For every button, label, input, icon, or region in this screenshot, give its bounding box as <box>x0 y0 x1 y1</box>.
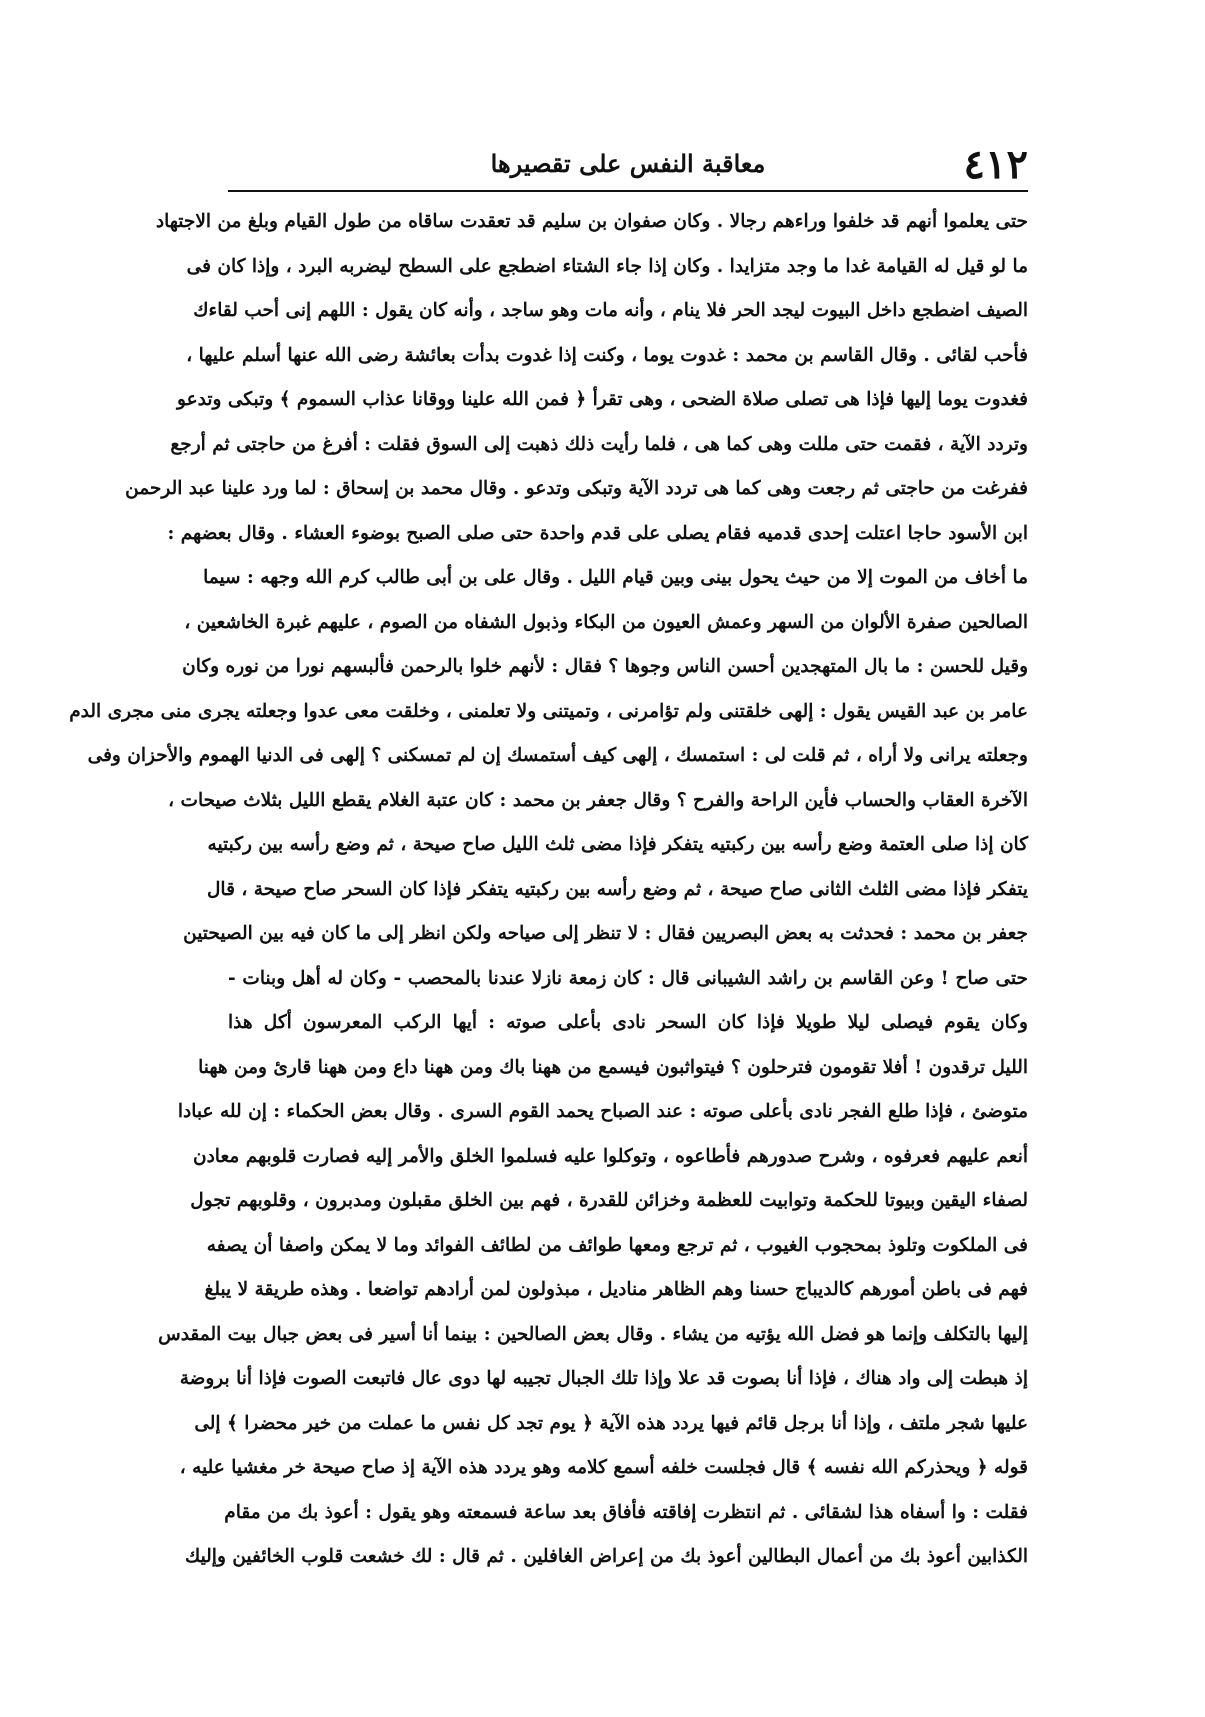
text-line: أنعم عليهم فعرفوه ، وشرح صدورهم فأطاعوه ، وتوكلوا عليه فسلموا الخلق والأمر إليه فصارت قلوبهم معادن <box>192 1145 1028 1167</box>
running-title: معاقبة النفس على تقصيرها <box>490 149 766 178</box>
text-line: وتردد الآية ، فقمت حتى مللت وهى كما هى ، فلما رأيت ذلك ذهبت إلى السوق فقلت : أفرغ من حاجتى ثم أرجع <box>170 433 1028 455</box>
text-line: إذ هبطت إلى واد هناك ، فإذا أنا بصوت قد علا وإذا تلك الجبال تجيبه لها دوى عال فاتبعت الصوت فإذا أنا بروضة <box>179 1368 1028 1389</box>
text-line: فى الملكوت وتلوذ بمحجوب الغيوب ، ثم ترجع ومعها طوائف من لطائف الفوائد وما لا يمكن واصفا أن يصفه <box>206 1234 1028 1256</box>
text-line: فأحب لقائى . وقال القاسم بن محمد : غدوت يوما ، وكنت إذا غدوت بدأت بعائشة رضى الله عنها أسلم عليها ، <box>186 344 1028 366</box>
text-line: الصيف اضطجع داخل البيوت ليجد الحر فلا ينام ، وأنه مات وهو ساجد ، وأنه كان يقول : اللهم إنى أحب لقاءك <box>193 300 1028 321</box>
text-line: الآخرة العقاب والحساب فأين الراحة والفرح ؟ وقال جعفر بن محمد : كان عتبة الغلام يقطع الليل بثلاث صيحات ، <box>168 789 1028 811</box>
text-line: الليل ترقدون ! أفلا تقومون فترحلون ؟ فيتواثبون فيسمع من ههنا باك ومن ههنا داع ومن ههنا قارئ ومن ههنا <box>198 1056 1028 1078</box>
text-line: وقيل للحسن : ما بال المتهجدين أحسن الناس وجوها ؟ فقال : لأنهم خلوا بالرحمن فألبسهم نورا من نوره وكان <box>182 656 1028 677</box>
text-line: حتى يعلموا أنهم قد خلفوا وراءهم رجالا . وكان صفوان بن سليم قد تعقدت ساقاه من طول القيام وبلغ من الاجتهاد <box>155 211 1028 232</box>
body-text <box>69 200 1028 1580</box>
text-line: ما أخاف من الموت إلا من حيث يحول بينى وبين قيام الليل . وقال على بن أبى طالب كرم الله وجهه : سيما <box>203 567 1028 588</box>
text-line: فغدوت يوما إليها فإذا هى تصلى صلاة الضحى ، وهى تقرأ ﴿ فمن الله علينا ووقانا عذاب السموم ﴾ وتبكى وتدعو <box>177 389 1028 410</box>
text-line: عليها شجر ملتف ، وإذا أنا برجل قائم فيها يردد هذه الآية ﴿ يوم تجد كل نفس ما عملت من خير محضرا ﴾ إلى <box>194 1412 1028 1434</box>
text-line: ففرغت من حاجتى ثم رجعت وهى كما هى تردد الآية وتبكى وتدعو . وقال محمد بن إسحاق : لما ورد علينا عبد الرحمن <box>125 478 1028 499</box>
text-line: وكان يقوم فيصلى ليلا طويلا فإذا كان السحر نادى بأعلى صوته : أيها الركب المعرسون أكل هذا <box>228 1012 1028 1033</box>
text-line: فقلت : وا أسفاه هذا لشقائى . ثم انتظرت إفاقته فأفاق بعد ساعة فسمعته وهو يقول : أعوذ بك من مقام <box>224 1501 1028 1523</box>
text-line: عامر بن عبد القيس يقول : إلهى خلقتنى ولم تؤامرنى ، وتميتنى ولا تعلمنى ، وخلقت معى عدوا وجعلته يجرى منى مجرى الدم <box>69 700 1028 722</box>
text-line: لصفاء اليقين وبيوتا للحكمة وتوابيت للعظمة وخزائن للقدرة ، فهم بين الخلق مقبلون ومدبرون ، وقلوبهم تجول <box>190 1190 1028 1211</box>
text-line: الكذابين أعوذ بك من أعمال البطالين أعوذ بك من إعراض الغافلين . ثم قال : لك خشعت قلوب الخائفين وإليك <box>185 1546 1028 1567</box>
text-line: ما لو قيل له القيامة غدا ما وجد متزايدا . وكان إذا جاء الشتاء اضطجع على السطح ليضربه البرد ، وإذا كان فى <box>186 255 1028 277</box>
text-line: الصالحين صفرة الألوان من السهر وعمش العيون من البكاء وذبول الشفاه من الصوم ، عليهم غبرة الخاشعين ، <box>184 611 1028 633</box>
text-line: وجعلته يرانى ولا أراه ، ثم قلت لى : استمسك ، إلهى كيف أستمسك إن لم تمسكنى ؟ إلهى فى الدنيا الهموم والأحزان وفى <box>87 745 1028 766</box>
text-line: متوضئ ، فإذا طلع الفجر نادى بأعلى صوته : عند الصباح يحمد القوم السرى . وقال بعض الحكماء : إن لله عبادا <box>177 1101 1028 1122</box>
text-line: يتفكر فإذا مضى الثلث الثانى صاح صيحة ، ثم وضع رأسه بين ركبتيه يتفكر فإذا كان السحر صاح صيحة ، قال <box>206 878 1028 900</box>
text-line: قوله ﴿ ويحذركم الله نفسه ﴾ قال فجلست خلفه أسمع كلامه وهو يردد هذه الآية إذ صاح صيحة خر مغشيا عليه ، <box>179 1457 1028 1478</box>
text-line: فهم فى باطن أمورهم كالديباج حسنا وهم الظاهر مناديل ، مبذولون لمن أرادهم تواضعا . وهذه طريقة لا يبلغ <box>204 1279 1028 1300</box>
text-line: كان إذا صلى العتمة وضع رأسه بين ركبتيه يتفكر فإذا مضى ثلث الليل صاح صيحة ، ثم وضع رأسه بين ركبتيه <box>207 834 1028 855</box>
page-number: ٤١٢ <box>963 141 1028 188</box>
page-header <box>228 140 1028 190</box>
text-line: جعفر بن محمد : فحدثت به بعض البصريين فقال : لا تنظر إلى صياحه ولكن انظر إلى ما كان فيه بين الصيحتين <box>183 923 1028 944</box>
text-line: إليها بالتكلف وإنما هو فضل الله يؤتيه من يشاء . وقال بعض الصالحين : بينما أنا أسير فى بعض جبال بيت المقدس <box>158 1323 1028 1345</box>
header-rule <box>228 190 1028 192</box>
text-line: ابن الأسود حاجا اعتلت إحدى قدميه فقام يصلى على قدم واحدة حتى صلى الصبح بوضوء العشاء . وقال بعضهم : <box>167 522 1028 544</box>
text-line: حتى صاح ! وعن القاسم بن راشد الشيبانى قال : كان زمعة نازلا عندنا بالمحصب - وكان له أهل وبنات - <box>228 967 1028 989</box>
